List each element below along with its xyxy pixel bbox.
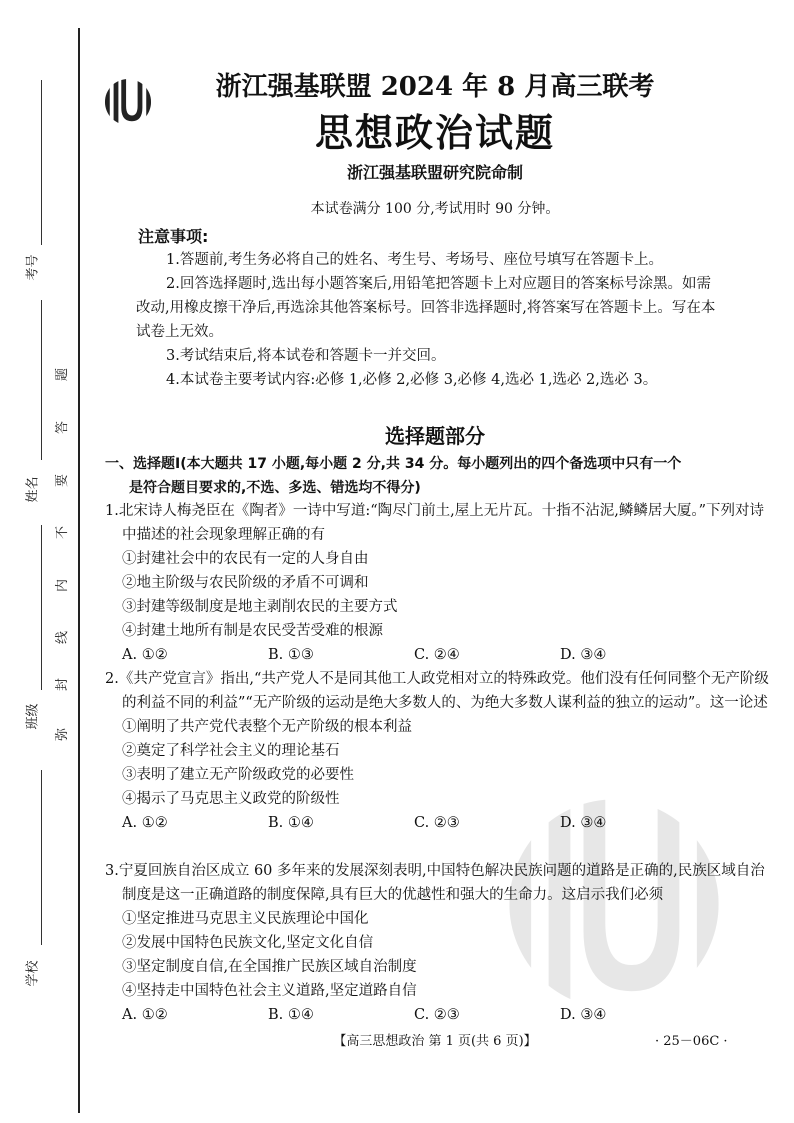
- choice-a: A. ①②: [122, 815, 168, 831]
- score-time-line: 本试卷满分 100 分,考试用时 90 分钟。: [310, 201, 560, 217]
- question-option: ④封建土地所有制是农民受苦受难的根源: [122, 623, 383, 639]
- seal-char: 要: [55, 473, 71, 488]
- exam-no-line: [41, 80, 42, 245]
- alliance-logo-icon: [104, 78, 152, 126]
- choice-d: D. ③④: [560, 647, 607, 663]
- seal-char: 封: [55, 677, 71, 692]
- question-stem: 2.《共产党宣言》指出,“共产党人不是同其他工人政党相对立的特殊政党。他们没有任何同整个无产阶级的利益不同的利益”“无产阶级的运动是绝大多数人的、为绝大多数人谋利益的独立的运动”。这一论述: [105, 671, 769, 711]
- choice-b: B. ①④: [268, 1007, 314, 1023]
- section-title: 选择题部分: [385, 424, 485, 448]
- question-option: ④坚持走中国特色社会主义道路,坚定道路自信: [122, 983, 417, 999]
- subject-title: 思想政治试题: [314, 110, 555, 155]
- question-option: ③表明了建立无产阶级政党的必要性: [122, 767, 354, 783]
- question-3: [105, 859, 773, 1027]
- maker-line: 浙江强基联盟研究院命制: [346, 163, 523, 182]
- answer-choices: [105, 643, 773, 667]
- question-option: ①封建社会中的农民有一定的人身自由: [122, 551, 369, 567]
- page-footer: 【高三思想政治 第 1 页(共 6 页)】: [333, 1034, 537, 1049]
- choice-a: A. ①②: [122, 647, 168, 663]
- question-option: ②奠定了科学社会主义的理论基石: [122, 743, 340, 759]
- question-option: ①阐明了共产党代表整个无产阶级的根本利益: [122, 719, 412, 735]
- choice-c: C. ②③: [414, 815, 460, 831]
- school-label: 学校: [25, 960, 41, 987]
- school-line: [41, 770, 42, 945]
- notice-item: 2.回答选择题时,选出每小题答案后,用铅笔把答题卡上对应题目的答案标号涂黑。如需改动,用橡皮擦干净后,再选涂其他答案标号。回答非选择题时,将答案写在答题卡上。写在本试卷上无效。: [136, 276, 716, 340]
- question-option: ①坚定推进马克思主义民族理论中国化: [122, 911, 369, 927]
- question-2: [105, 667, 773, 835]
- binding-line: [78, 28, 80, 1113]
- seal-char: 线: [55, 630, 71, 645]
- name-line: [41, 300, 42, 460]
- class-label: 班级: [25, 703, 41, 730]
- choice-c: C. ②③: [414, 1007, 460, 1023]
- choice-d: D. ③④: [560, 1007, 607, 1023]
- choice-d: D. ③④: [560, 815, 607, 831]
- notice-item: 3.考试结束后,将本试卷和答题卡一并交回。: [166, 348, 446, 364]
- question-option: ②发展中国特色民族文化,坚定文化自信: [122, 935, 374, 951]
- question-option: ②地主阶级与农民阶级的矛盾不可调和: [122, 575, 369, 591]
- question-stem: 1.北宋诗人梅尧臣在《陶者》一诗中写道:“陶尽门前土,屋上无片瓦。十指不沾泥,鳞鳞居大厦。”下列对诗中描述的社会现象理解正确的有: [105, 503, 765, 543]
- part-heading: [105, 452, 773, 500]
- question-option: ③封建等级制度是地主剥削农民的主要方式: [122, 599, 398, 615]
- seal-char: 弥: [55, 727, 71, 742]
- question-stem: 3.宁夏回族自治区成立 60 多年来的发展深刻表明,中国特色解决民族问题的道路是正确的,民族区域自治制度是这一正确道路的制度保障,具有巨大的优越性和强大的生命力。这启示我们必须: [105, 863, 765, 903]
- choice-a: A. ①②: [122, 1007, 168, 1023]
- name-label: 姓名: [25, 476, 41, 503]
- part-heading-line2: 是符合题目要求的,不选、多选、错选均不得分): [129, 480, 421, 496]
- part-heading-line1: 一、选择题Ⅰ(本大题共 17 小题,每小题 2 分,共 34 分。每小题列出的四个备选项中只有一个: [105, 456, 682, 472]
- question-option: ④揭示了马克思主义政党的阶级性: [122, 791, 340, 807]
- choice-c: C. ②④: [414, 647, 460, 663]
- question-option: ③坚定制度自信,在全国推广民族区域自治制度: [122, 959, 417, 975]
- choice-b: B. ①④: [268, 815, 314, 831]
- notice-item: 1.答题前,考生务必将自己的姓名、考生号、考场号、座位号填写在答题卡上。: [166, 252, 663, 268]
- paper-code: · 25－06C ·: [655, 1034, 728, 1049]
- seal-char: 内: [55, 578, 71, 593]
- seal-char: 答: [55, 420, 71, 435]
- exam-no-label: 考号: [25, 254, 41, 281]
- notice-list: [136, 248, 718, 392]
- question-1: [105, 499, 773, 667]
- answer-choices: [105, 811, 773, 835]
- notice-title: 注意事项:: [138, 227, 209, 246]
- answer-choices: [105, 1003, 773, 1027]
- class-line: [41, 525, 42, 690]
- notice-item: 4.本试卷主要考试内容:必修 1,必修 2,必修 3,必修 4,选必 1,选必 2,选必 3。: [166, 372, 658, 388]
- seal-char: 题: [55, 367, 71, 382]
- seal-char: 不: [55, 525, 71, 540]
- exam-title: 浙江强基联盟 2024 年 8 月高三联考: [215, 72, 655, 102]
- choice-b: B. ①③: [268, 647, 314, 663]
